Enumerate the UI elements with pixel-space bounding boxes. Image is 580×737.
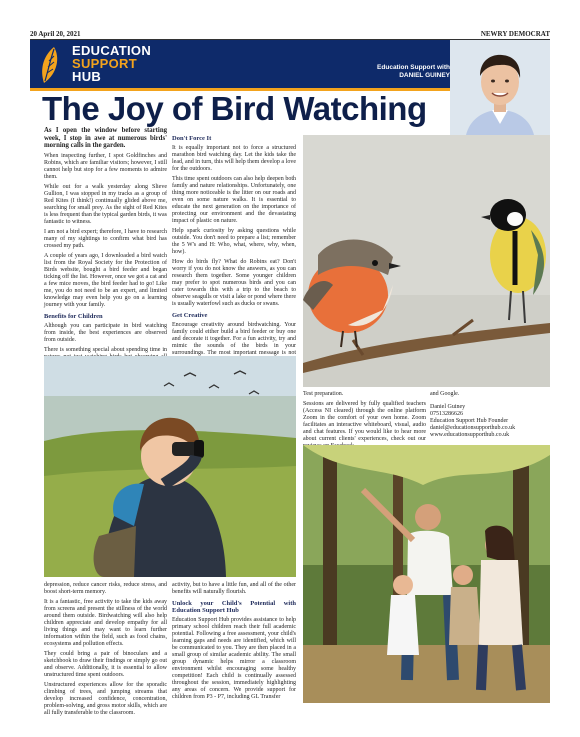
logo-line-support: SUPPORT xyxy=(72,56,137,71)
article-column-5 xyxy=(44,582,167,720)
newspaper-name: NEWRY DEMOCRAT xyxy=(480,30,550,38)
subheading-dont-force-it: Don't Force It xyxy=(172,135,212,142)
paragraph: and Google. xyxy=(430,391,460,397)
article-column-2 xyxy=(172,135,296,367)
page-date: 20 April 20, 2021 xyxy=(30,30,81,38)
paragraph: There is something special about spending time in xyxy=(44,346,167,353)
subheading-benefits: Benefits for Children xyxy=(44,312,103,320)
paragraph: It is equally important not to force a structured marathon bird watching day. Let the kids take the lead, and in turn, this will help them develop a love for the outdoors. xyxy=(172,145,296,172)
paragraph: It is a fantastic, free activity to take the kids away from screens and present the stillness of the world around them outside. Birdwatching will also help children appreciate and develop empathy for all living things and may want to learn further information within the field, such as food chains, ecosystems and pollution effects. xyxy=(44,599,167,647)
birds-on-branch-illustration xyxy=(303,135,550,387)
paragraph: depression, reduce cancer risks, reduce stress, and boost short-term memory. xyxy=(44,582,167,595)
paragraph: Test preparation. xyxy=(303,391,344,397)
contact-website: www.educationsupporthub.co.uk xyxy=(430,432,510,438)
paragraph: How do birds fly? What do Robins eat? Don't worry if you do not know the answers, as you can research them together. Some younger children may prefer to spot numerous birds and you can cater towards this with a trip to the beach to observe seagulls or visit a lake or pond where there is usually waterfowl such as ducks or swans. xyxy=(172,259,296,307)
author-byline xyxy=(377,64,450,80)
paragraph: When inspecting further, I spot Goldfinches and Robins, which are familiar visitors; however, I still cannot help but stop for a few moments to admire them. xyxy=(44,152,167,180)
paragraph: This time spent outdoors can also help deepen both family and nature relationships. Unfortunately, one thing more noticeable is the litter on our roads and even on some nature walks. It is essential to educate the next generation on the importance of protecting our environment and the devastating impact of plastic on nature. xyxy=(172,176,296,224)
paragraph: Although you can participate in bird watching from inside, the best experiences are observed from outside. xyxy=(44,322,167,343)
contact-name: Daniel Guiney xyxy=(430,404,466,410)
paragraph: Encourage creativity around birdwatching. Your family could either build a bird feeder or buy one and decorate it together. For a fun activity, try and mimic the sounds of the birds in your surroundings. The most important message is not xyxy=(172,322,296,356)
article-column-4 xyxy=(430,391,550,439)
subheading-unlock-potential: Unlock your Child's Potential with Education Support Hub xyxy=(172,600,296,614)
paragraph: Sessions are delivered by fully qualified teachers (Access NI cleared) through the online platform Zoom in the comfort of your own home. Zoom facilitates an interactive whiteboard, visual, audio and chat features. If you would like to hear more about current clients' experiences, check out our xyxy=(303,401,426,442)
family-pointing-illustration xyxy=(303,445,550,703)
article-column-3 xyxy=(303,391,426,453)
paragraph: I am not a bird expert; therefore, I have to research many of my sightings to confirm what bird has crossed my path. xyxy=(44,228,167,249)
family-in-park-photo xyxy=(303,445,550,703)
article-lead: As I open the window before starting week, I stop in awe at numerous birds' morning calls in the garden. xyxy=(44,127,167,149)
paragraph: They could bring a pair of binoculars and a sketchbook to draw their findings or simply go out and observe. Additionally, it is essential to allow unstructured time spent outdoors. xyxy=(44,651,167,678)
boy-binoculars-illustration xyxy=(44,356,296,577)
byline-intro: Education Support with xyxy=(377,64,450,71)
contact-phone: 07513286626 xyxy=(430,411,463,417)
article-column-6 xyxy=(172,582,296,704)
byline-author: DANIEL GUINEY xyxy=(399,72,450,79)
contact-role: Education Support Hub Founder xyxy=(430,418,509,424)
leaf-logo-icon xyxy=(36,43,66,85)
article-headline: The Joy of Bird Watching xyxy=(42,90,427,127)
logo-line-hub: HUB xyxy=(72,69,102,84)
paragraph: Help spark curiosity by asking questions while outside. You don't need to prepare a list; remember the 5 W's and H: Who, what, where, why, when, how). xyxy=(172,228,296,255)
author-portrait xyxy=(450,40,550,140)
subheading-get-creative: Get Creative xyxy=(172,312,208,319)
robin-and-great-tit-photo xyxy=(303,135,550,387)
paragraph: Unstructured experiences allow for the sporadic climbing of trees, and jumping streams that develop increased confidence, concentration, problem-solving, and gross motor skills, which are all fully transferable to the classroom. xyxy=(44,682,167,716)
contact-email: daniel@educationsupporthub.co.uk xyxy=(430,425,516,431)
boy-with-binoculars-photo xyxy=(44,356,296,577)
paragraph: Education Support Hub provides assistance to help primary school children reach their full academic potential. Following a free assessment, your child's learning gaps and needs are identified, which will be communicated to you. They are then placed in a small group of similar academic ability. The small group dynamic helps mirror a classroom environment whilst encouraging some healthy competition! Each child is continually assessed throughout the session, immediately highlighting any areas of concern. We provide support for children from P3 - P7, including GL Transfer xyxy=(172,617,296,700)
logo-line-education: EDUCATION xyxy=(72,43,152,58)
paragraph: A couple of years ago, I downloaded a bird watch list from the Royal Society for the Protection of Birds website, bought a bird feeder and began ticking off the list. However, once we got a cat and a few mice moves, the bird feeder had to go! Like me, you do not need to be an expert, and limited knowledge may even help you go on a learning journey with your family. xyxy=(44,252,167,308)
paragraph: activity, but to have a little fun, and all of the other benefits will naturally flourish. xyxy=(172,582,296,595)
education-support-hub-logo xyxy=(72,44,151,83)
author-contact-block xyxy=(430,404,550,439)
article-column-1 xyxy=(44,127,167,385)
author-portrait-illustration xyxy=(450,40,550,140)
paragraph: While out for a walk yesterday along Slieve Gullion, I was stopped in my tracks as a group of Red Kites (I think!) continually glided above me, searching for small prey. As the sight of Red Kites is less frequent than the typical garden birds, it was fantastic to witness. xyxy=(44,183,167,225)
